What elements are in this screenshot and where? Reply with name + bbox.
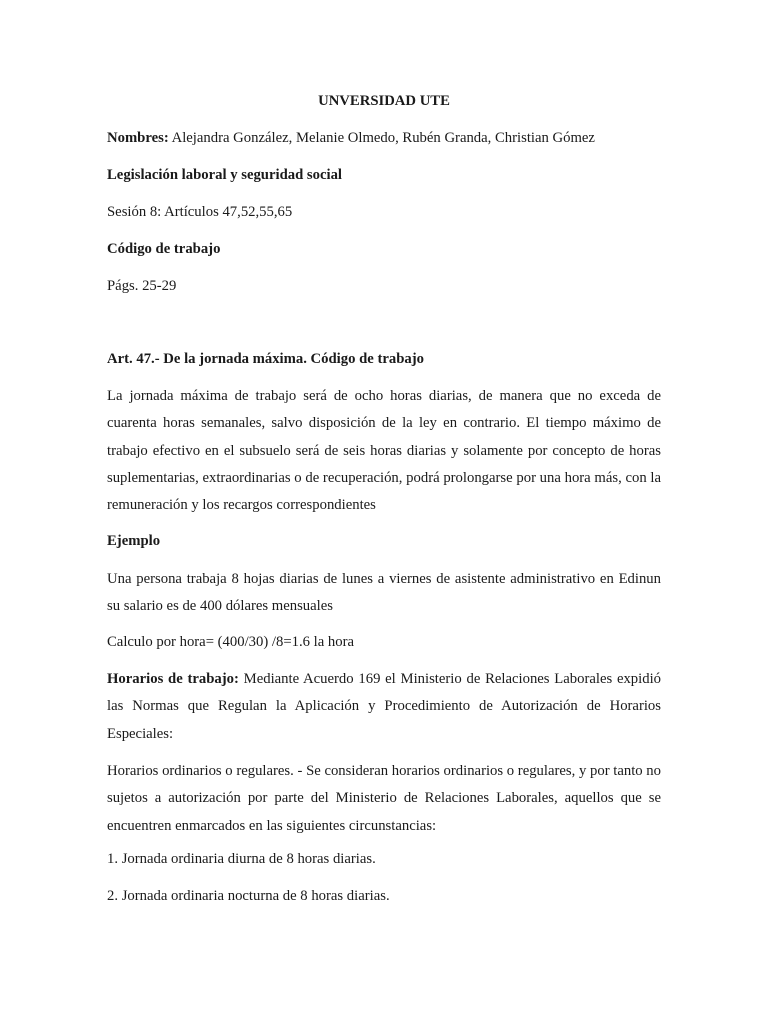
article-heading: Art. 47.- De la jornada máxima. Código de trabajo [107, 351, 424, 367]
article-body: La jornada máxima de trabajo será de ocho horas diarias, de manera que no exceda de cuarenta horas semanales, salvo disposición de la ley en contrario. El tiempo máximo de trabajo efectivo en el subsuelo será de seis horas diarias y solamente por concepto de horas suplementarias, extraordinarias o de recuperación, podrá prolongarse por una hora más, con la remuneración y los recargos correspondientes [107, 388, 661, 514]
list-item: 1. Jornada ordinaria diurna de 8 horas diarias. [107, 851, 376, 867]
example-calc: Calculo por hora= (400/30) /8=1.6 la hora [107, 634, 355, 650]
session-line: Sesión 8: Artículos 47,52,55,65 [107, 204, 293, 220]
schedules-text: Mediante Acuerdo 169 el Ministerio de Relaciones Laborales expidió las Normas que Regulan la Aplicación y Procedimiento de Autorización de Horarios Especiales: [107, 671, 661, 742]
schedules-label: Horarios de trabajo: [107, 671, 239, 687]
example-text: Una persona trabaja 8 hojas diarias de lunes a viernes de asistente administrativo en Edinun su salario es de 400 dólares mensuales [107, 571, 661, 615]
schedules-paragraph [107, 666, 661, 748]
code-title: Código de trabajo [107, 241, 221, 257]
names-label: Nombres: [107, 130, 169, 146]
names-line [107, 129, 595, 147]
subject-title: Legislación laboral y seguridad social [107, 167, 343, 183]
list-item: 2. Jornada ordinaria nocturna de 8 horas diarias. [107, 888, 390, 904]
example-heading: Ejemplo [107, 533, 161, 549]
ordinary-paragraph: Horarios ordinarios o regulares. - Se consideran horarios ordinarios o regulares, y por tanto no sujetos a autorización por parte del Ministerio de Relaciones Laborales, aquellos que se encuentren enmarcados en las siguientes circunstancias: [107, 763, 661, 834]
university-title: UNVERSIDAD UTE [318, 93, 450, 109]
names-value: Alejandra González, Melanie Olmedo, Rubén Granda, Christian Gómez [168, 130, 595, 146]
pages-line: Págs. 25-29 [107, 278, 177, 294]
